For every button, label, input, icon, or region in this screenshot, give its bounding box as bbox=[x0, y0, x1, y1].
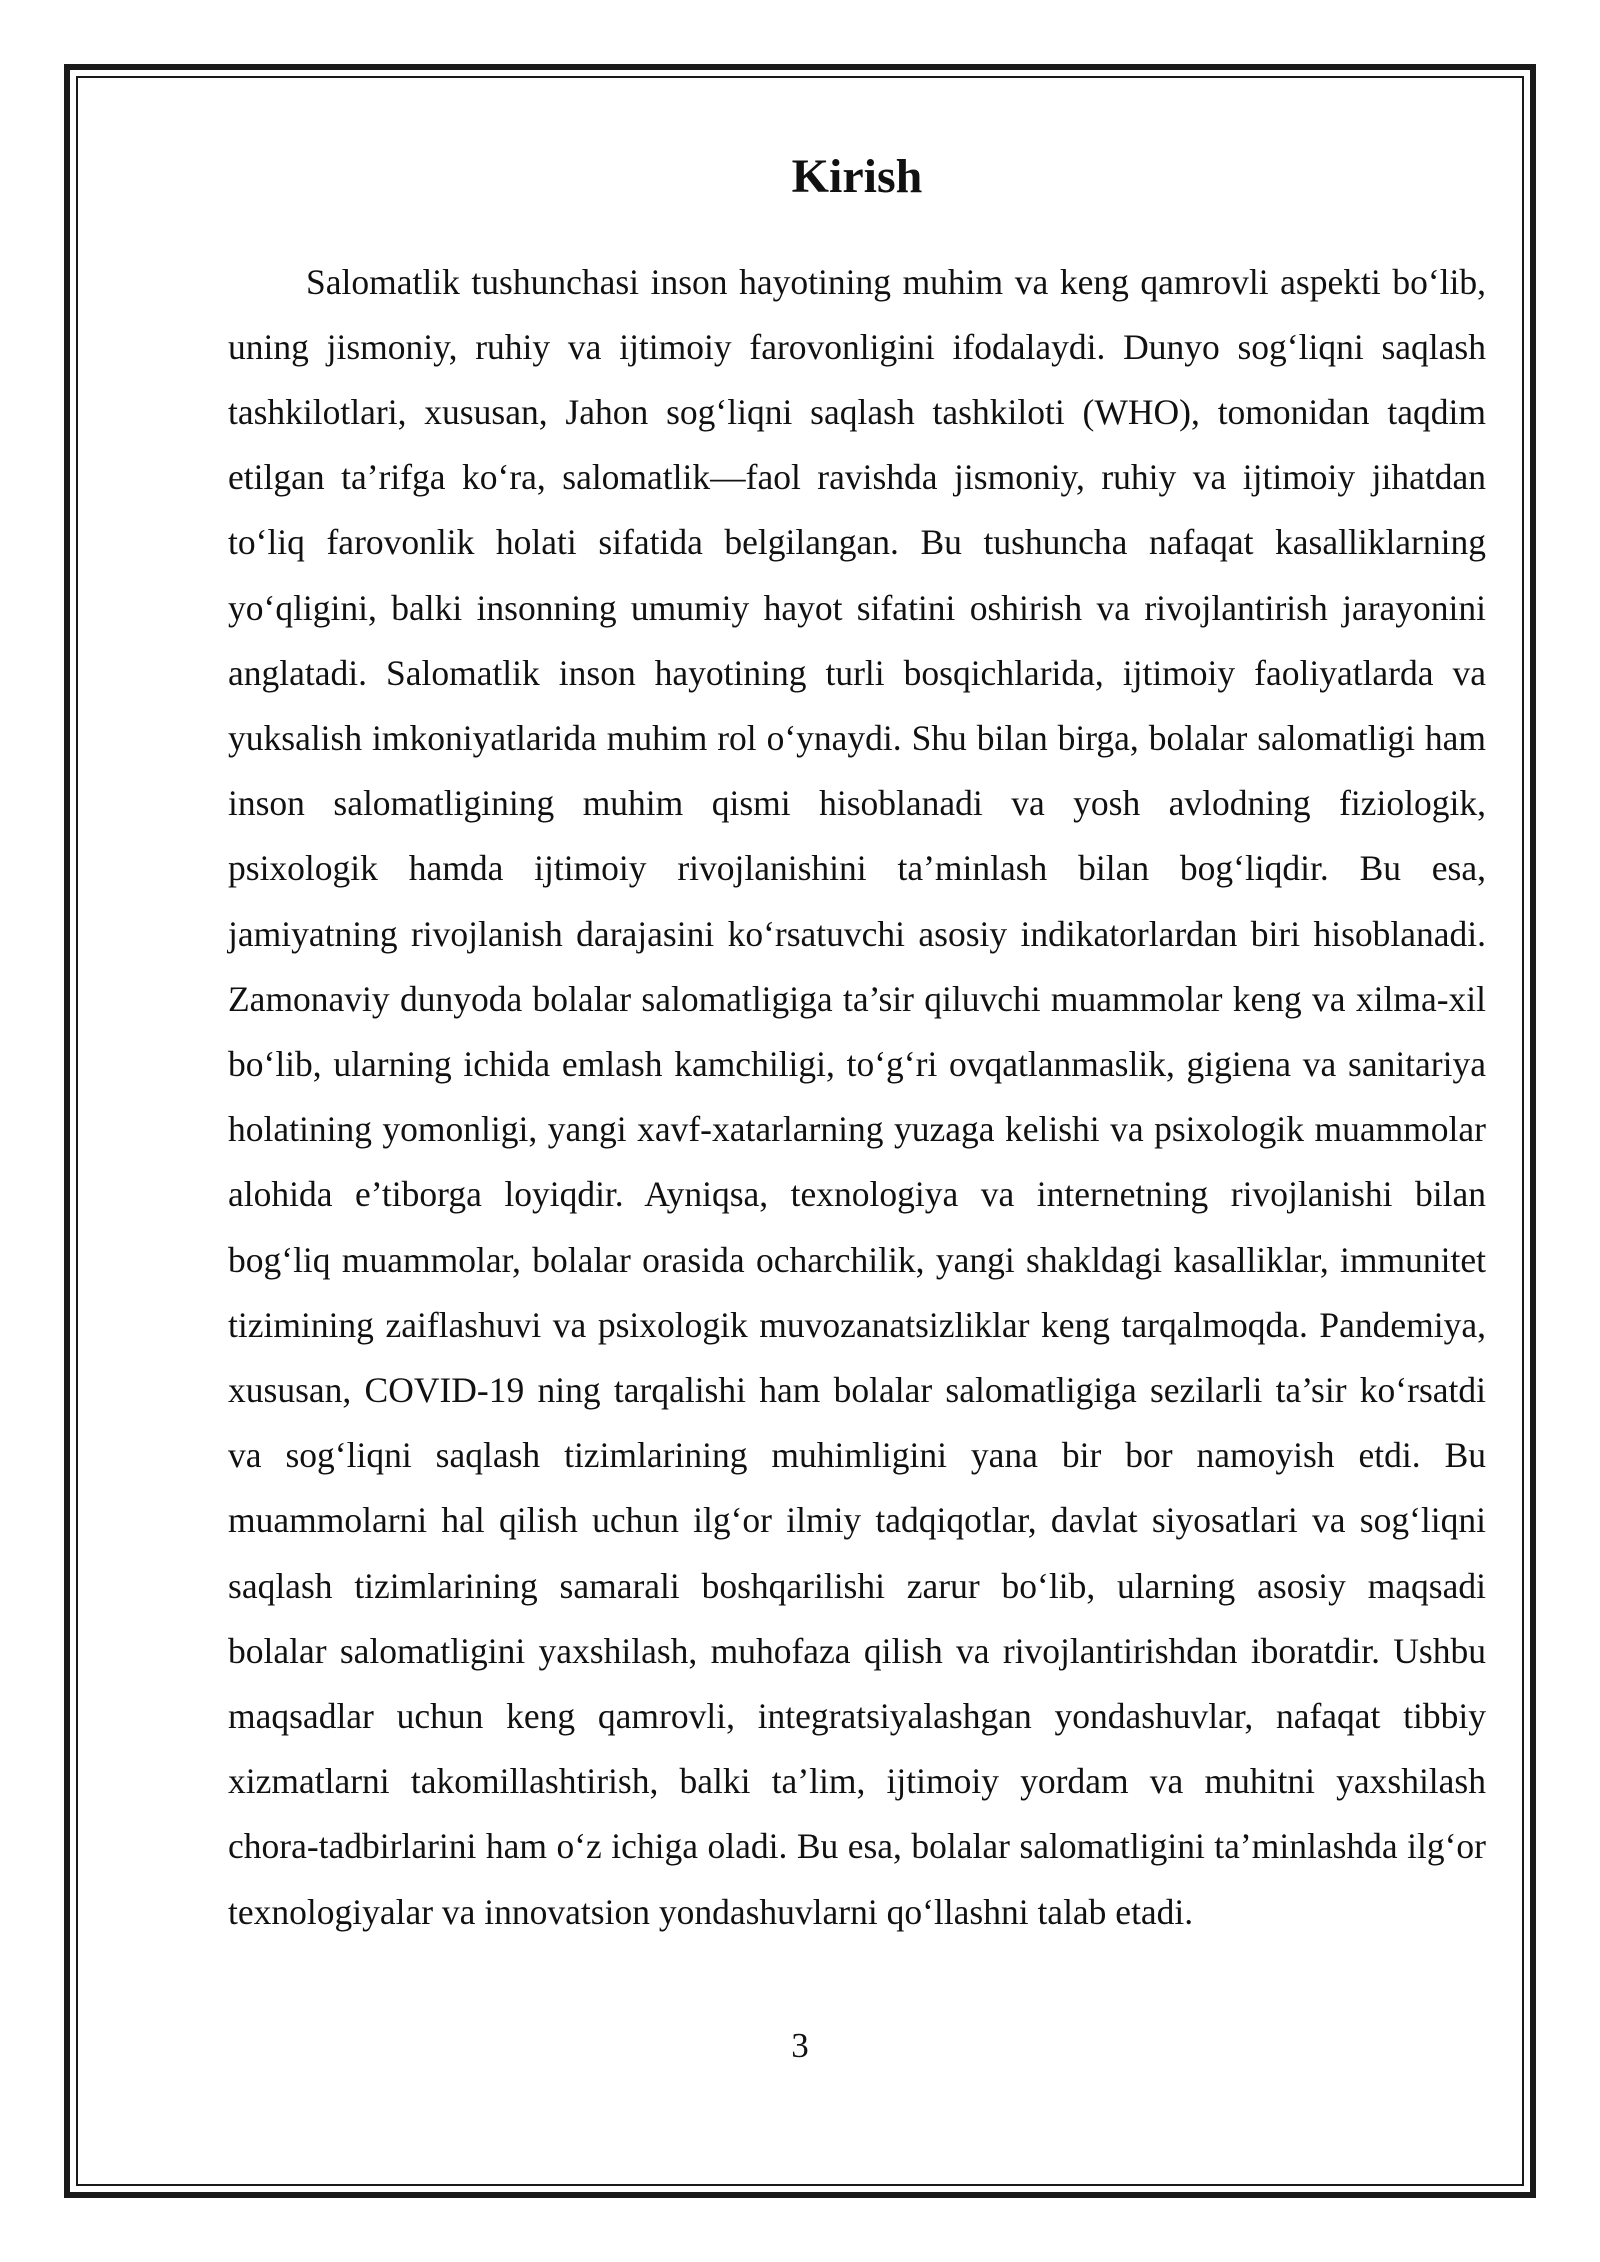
page-number: 3 bbox=[791, 2026, 809, 2065]
page-content bbox=[228, 148, 1486, 1945]
body-paragraph: Salomatlik tushunchasi inson hayotining muhim va keng qamrovli aspekti bo‘lib, uning jismoniy, ruhiy va ijtimoiy farovonligini ifodalaydi. Dunyo sog‘liqni saqlash tashkilotlari, xususan, Jahon sog‘liqni saqlash tashkiloti (WHO), tomonidan taqdim etilgan ta’rifga ko‘ra, salomatlik—faol ravishda jismoniy, ruhiy va ijtimoiy jihatdan to‘liq farovonlik holati sifatida belgilangan. Bu tushuncha nafaqat kasalliklarning yo‘qligini, balki insonning umumiy hayot sifatini oshirish va rivojlantirish jarayonini anglatadi. Salomatlik inson hayotining turli bosqichlarida, ijtimoiy faoliyatlarda va yuksalish imkoniyatlarida muhim rol o‘ynaydi. Shu bilan birga, bolalar salomatligi ham inson salomatligining muhim qismi hisoblanadi va yosh avlodning fiziologik, psixologik hamda ijtimoiy rivojlanishini ta’minlash bilan bog‘liqdir. Bu esa, jamiyatning rivojlanish darajasini ko‘rsatuvchi asosiy indikatorlardan biri hisoblanadi. Zamonaviy dunyoda bolalar salomatligiga ta’sir qiluvchi muammolar keng va xilma-xil bo‘lib, ularning ichida emlash kamchiligi, to‘g‘ri ovqatlanmaslik, gigiena va sanitariya holatining yomonligi, yangi xavf-xatarlarning yuzaga kelishi va psixologik muammolar alohida e’tiborga loyiqdir. Ayniqsa, texnologiya va internetning rivojlanishi bilan bog‘liq muammolar, bolalar orasida ocharchilik, yangi shakldagi kasalliklar, immunitet tizimining zaiflashuvi va psixologik muvozanatsizliklar keng tarqalmoqda. Pandemiya, xususan, COVID-19 ning tarqalishi ham bolalar salomatligiga sezilarli ta’sir ko‘rsatdi va sog‘liqni saqlash tizimlarining muhimligini yana bir bor namoyish etdi. Bu muammolarni hal qilish uchun ilg‘or ilmiy tadqiqotlar, davlat siyosatlari va sog‘liqni saqlash tizimlarining samarali boshqarilishi zarur bo‘lib, ularning asosiy maqsadi bolalar salomatligini yaxshilash, muhofaza qilish va rivojlantirishdan iboratdir. Ushbu maqsadlar uchun keng qamrovli, integratsiyalashgan yondashuvlar, nafaqat tibbiy xizmatlarni takomillashtirish, balki ta’lim, ijtimoiy yordam va muhitni yaxshilash chora-tadbirlarini ham o‘z ichiga oladi. Bu esa, bolalar salomatligini ta’minlashda ilg‘or texnologiyalar va innovatsion yondashuvlarni qo‘llashni talab etadi. bbox=[228, 261, 1486, 1932]
section-title: Kirish bbox=[791, 150, 923, 203]
